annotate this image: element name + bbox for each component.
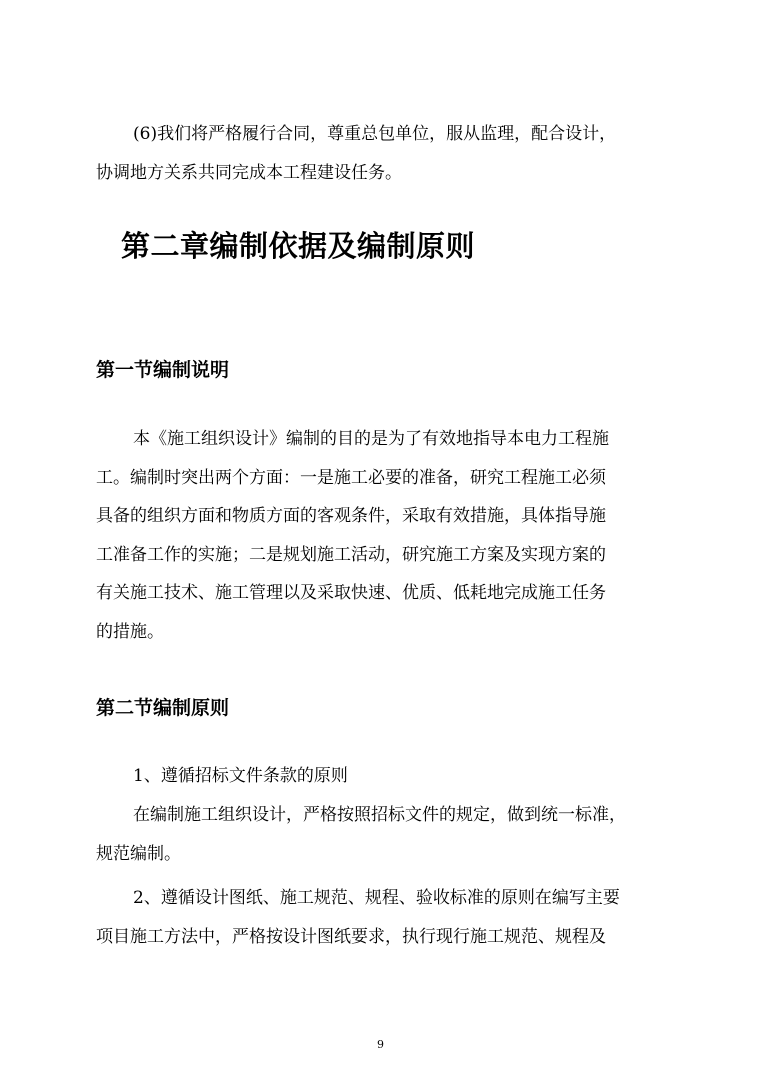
page-number: 9 [377,1038,384,1051]
paragraph-line: 协调地方关系共同完成本工程建设任务。 [96,162,402,183]
principle2-paragraph [96,879,671,956]
paragraph-line: 在编制施工组织设计，严格按照招标文件的规定，做到统一标准， [133,805,626,825]
paragraph-line: 的措施。 [96,621,164,642]
paragraph-line: (6)我们将严格履行合同，尊重总包单位，服从监理，配合设计， [133,124,617,144]
paragraph-line: 项目施工方法中，严格按设计图纸要求，执行现行施工规范、规程及 [96,926,606,947]
paragraph-line: 工。编制时突出两个方面：一是施工必要的准备，研究工程施工必须 [96,467,606,488]
paragraph-line: 规范编制。 [96,843,181,864]
principle1-paragraph [96,796,671,873]
paragraph-line: 2、遵循设计图纸、施工规范、规程、验收标准的原则在编写主要 [133,888,620,908]
contract-paragraph [96,115,671,192]
chapter-title: 第二章编制依据及编制原则 [121,229,476,263]
principle1-heading: 1、遵循招标文件条款的原则 [133,766,348,786]
paragraph-line: 工准备工作的实施；二是规划施工活动，研究施工方案及实现方案的 [96,544,606,565]
section1-paragraph [96,420,671,651]
paragraph-line: 具备的组织方面和物质方面的客观条件，采取有效措施，具体指导施 [96,506,606,526]
paragraph-line: 本《施工组织设计》编制的目的是为了有效地指导本电力工程施 [133,429,609,449]
section-title: 第二节编制原则 [96,697,230,719]
section-title: 第一节编制说明 [96,359,230,381]
paragraph-line: 有关施工技术、施工管理以及采取快速、优质、低耗地完成施工任务 [96,583,606,603]
